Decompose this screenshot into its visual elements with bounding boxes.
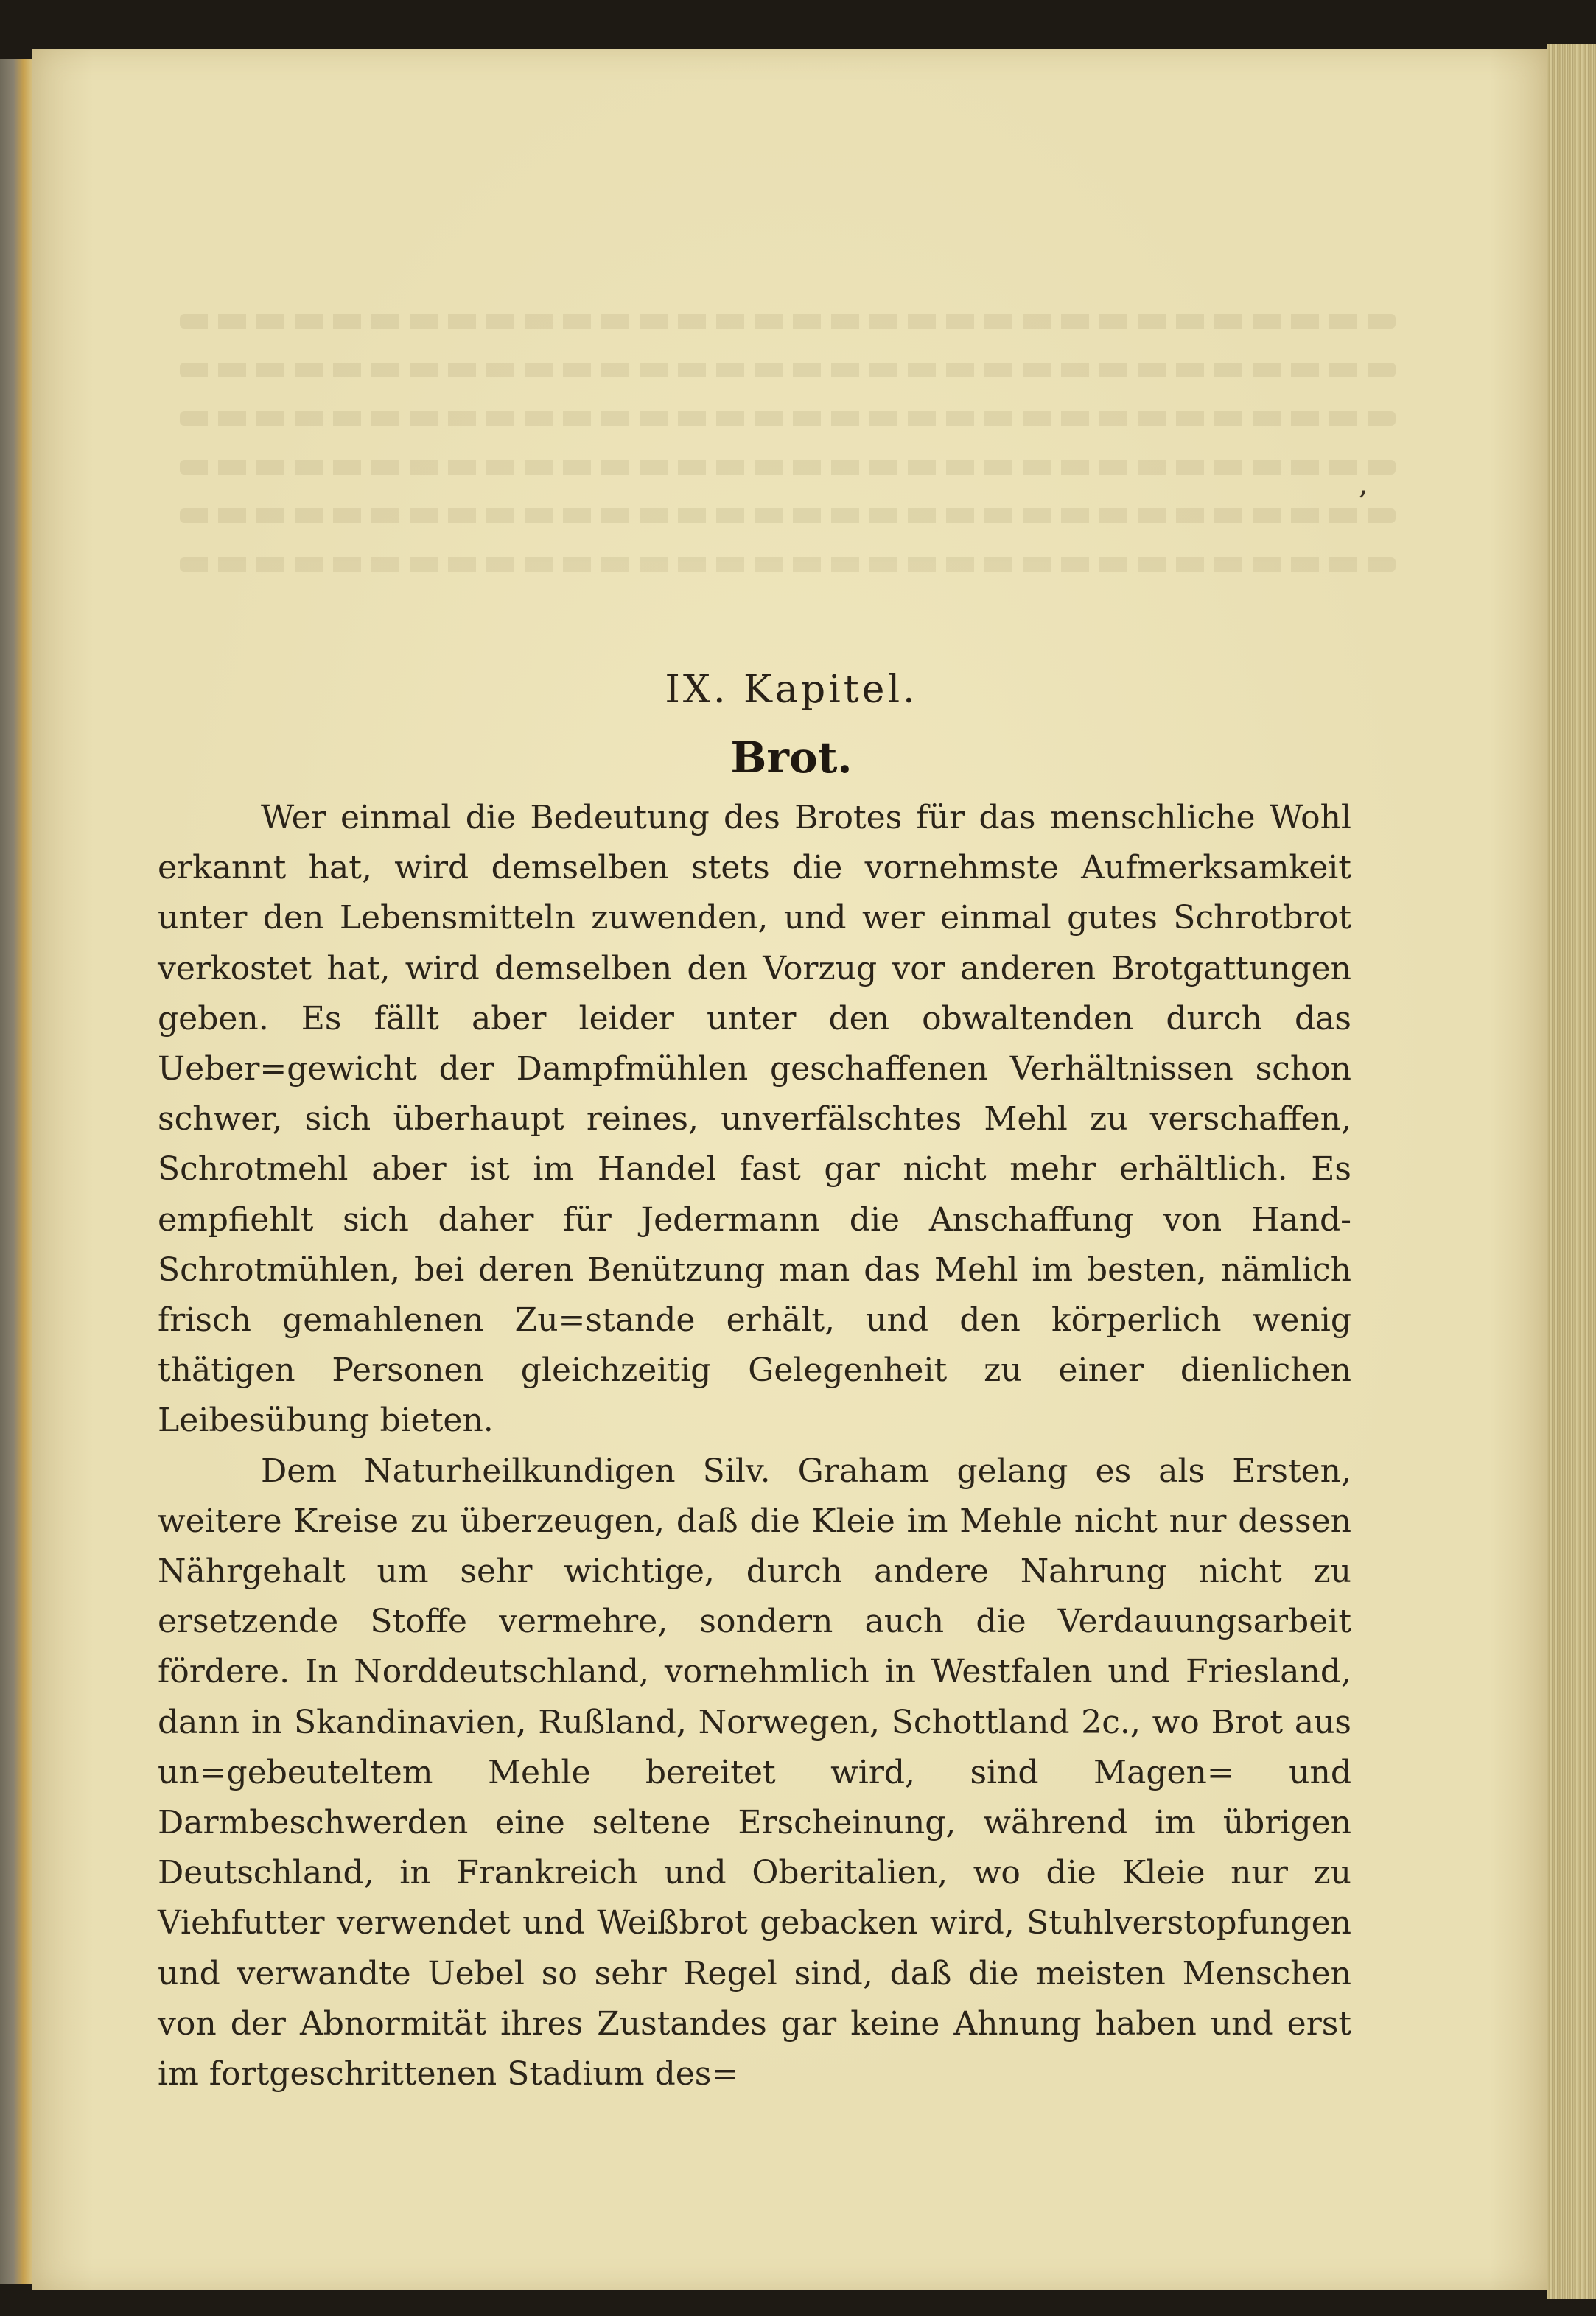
- chapter-heading: IX. Kapitel.: [665, 668, 918, 712]
- show-through-text: [180, 314, 1396, 609]
- chapter-title: Brot.: [730, 732, 853, 783]
- page-stack-edges: [1547, 44, 1596, 2299]
- body-text: [158, 793, 1351, 2099]
- stray-mark: ,: [1359, 467, 1368, 501]
- paragraph: Wer einmal die Bedeutung des Brotes für das menschliche Wohl erkannt hat, wird demselben stets die vornehmste Aufmerksamkeit unter den Lebensmitteln zuwenden, und wer einmal gutes Schrotbrot verkostet hat, wird demselben den Vorzug vor anderen Brotgattungen geben. Es fällt aber leider unter den obwaltenden durch das Ueber=gewicht der Dampfmühlen geschaffenen Verhältnissen schon schwer, sich überhaupt reines, unverfälschtes Mehl zu verschaffen, Schrotmehl aber ist im Handel fast gar nicht mehr erhältlich. Es empfiehlt sich daher für Jedermann die Anschaffung von Hand-Schrotmühlen, bei deren Benützung man das Mehl im besten, nämlich frisch gemahlenen Zu=stande erhält, und den körperlich wenig thätigen Personen gleichzeitig Gelegenheit zu einer dienlichen Leibesübung bieten.: [158, 799, 1351, 1440]
- paragraph: Dem Naturheilkundigen Silv. Graham gelang es als Ersten, weitere Kreise zu überzeugen, daß die Kleie im Mehle nicht nur dessen Nährgehalt um sehr wichtige, durch andere Nahrung nicht zu ersetzende Stoffe vermehre, sondern auch die Verdauungsarbeit fördere. In Norddeutschland, vornehmlich in Westfalen und Friesland, dann in Skandinavien, Rußland, Norwegen, Schottland 2c., wo Brot aus un=gebeuteltem Mehle bereitet wird, sind Magen= und Darmbeschwerden eine seltene Erscheinung, während im übrigen Deutschland, in Frankreich und Oberitalien, wo die Kleie nur zu Viehfutter verwendet und Weißbrot gebacken wird, Stuhlverstopfungen und verwandte Uebel so sehr Regel sind, daß die meisten Menschen von der Abnormität ihres Zustandes gar keine Ahnung haben und erst im fortgeschrittenen Stadium des=: [158, 1452, 1351, 2093]
- book-page: [32, 49, 1550, 2290]
- facing-page-edge: [0, 59, 34, 2284]
